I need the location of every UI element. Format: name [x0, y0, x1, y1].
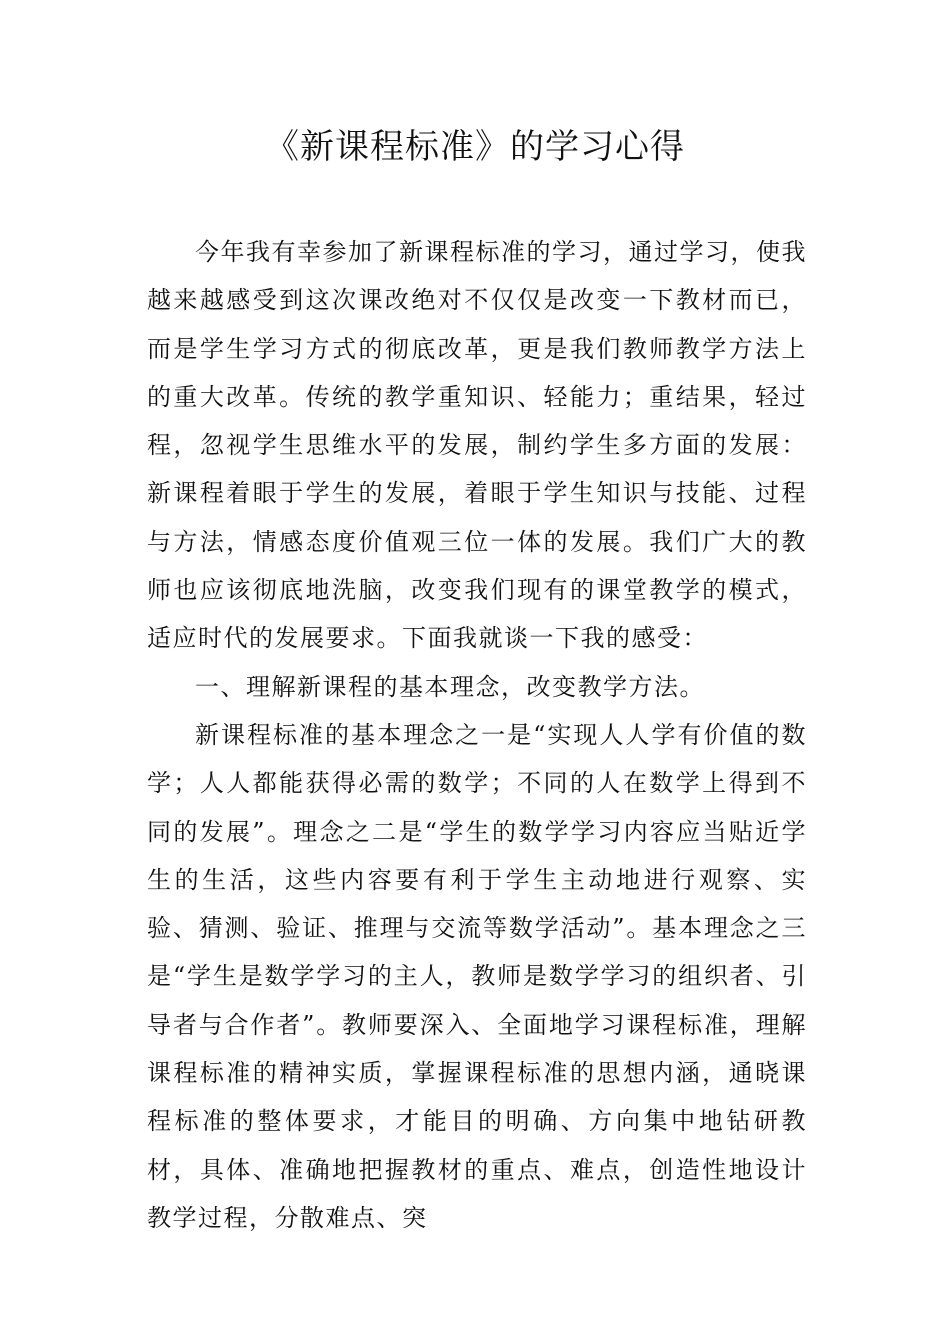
- document-title: 《新课程标准》的学习心得: [265, 127, 685, 167]
- section-heading-1: 一、理解新课程的基本理念，改变教学方法。: [195, 672, 705, 701]
- document-body: [147, 228, 807, 1242]
- paragraph-intro: 今年我有幸参加了新课程标准的学习，通过学习，使我越来越感受到这次课改绝对不仅仅是改变一下教材而已，而是学生学习方式的彻底改革，更是我们教师教学方法上的重大改革。传统的教学重知识、轻能力；重结果，轻过程，忽视学生思维水平的发展，制约学生多方面的发展：新课程着眼于学生的发展，着眼于学生知识与技能、过程与方法，情感态度价值观三位一体的发展。我们广大的教师也应该彻底地洗脑，改变我们现有的课堂教学的模式，适应时代的发展要求。下面我就谈一下我的感受：: [147, 238, 807, 653]
- paragraph-section-1: 新课程标准的基本理念之一是“实现人人学有价值的数学；人人都能获得必需的数学；不同的人在数学上得到不同的发展”。理念之二是“学生的数学学习内容应当贴近学生的生活，这些内容要有利于学生主动地进行观察、实验、猜测、验证、推理与交流等数学活动”。基本理念之三是“学生是数学学习的主人，教师是数学学习的组织者、引导者与合作者”。教师要深入、全面地学习课程标准，理解课程标准的精神实质，掌握课程标准的思想内涵，通晓课程标准的整体要求，才能目的明确、方向集中地钻研教材，具体、准确地把握教材的重点、难点，创造性地设计教学过程，分散难点、突: [147, 720, 807, 1232]
